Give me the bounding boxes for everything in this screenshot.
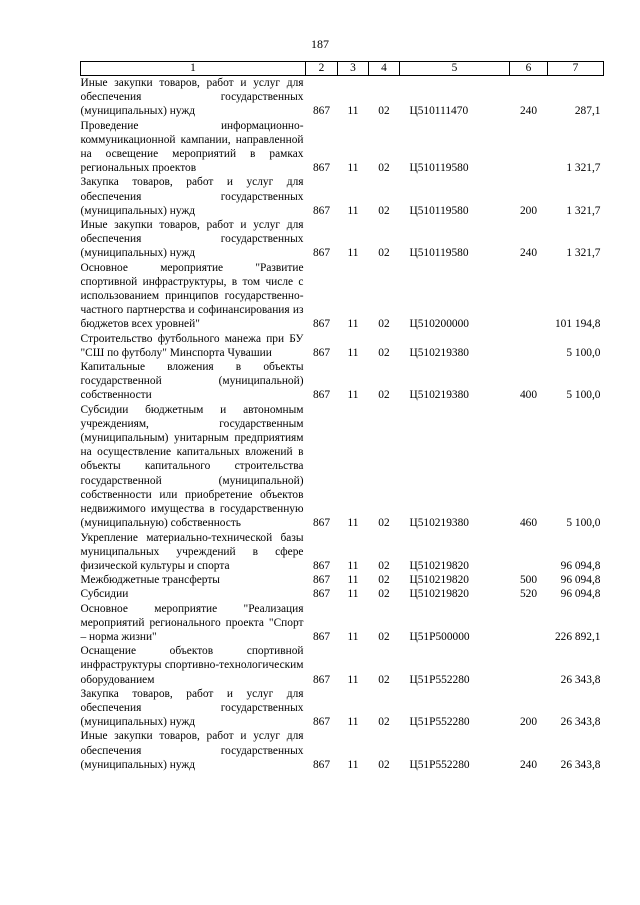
table-row (81, 119, 604, 176)
row-subsection: 02 (378, 673, 390, 686)
row-name: Капитальные вложения в объекты государственной (муниципальной) собственности (80, 361, 304, 402)
row-subsection: 02 (378, 758, 390, 771)
table-row (81, 403, 604, 531)
row-section: 11 (347, 105, 359, 118)
row-subsection: 02 (378, 318, 390, 331)
row-type (510, 531, 548, 574)
table-row (81, 587, 604, 601)
row-type (510, 644, 548, 687)
row-subsection: 02 (378, 716, 390, 729)
row-target: Ц510219380 (409, 346, 469, 359)
table-row (81, 573, 604, 587)
row-type (510, 332, 548, 360)
row-target: Ц510200000 (409, 318, 469, 331)
row-target: Ц510219380 (409, 389, 469, 402)
budget-table (80, 61, 604, 772)
row-type (510, 119, 548, 176)
row-ministry: 867 (312, 588, 331, 601)
row-target: Ц510219820 (409, 559, 469, 572)
column-header-target: 5 (400, 62, 510, 76)
row-name: Строительство футбольного манежа при БУ "СШ по футболу" Минспорта Чувашии (80, 332, 304, 359)
table-row (81, 261, 604, 332)
row-name: Оснащение объектов спортивной инфраструктуры спортивно-технологическим оборудованием (80, 645, 304, 686)
row-type: 240 (519, 247, 538, 260)
row-name: Проведение информационно-коммуникационной кампании, направленной на освещение мероприятий в рамках региональных проектов (80, 119, 304, 175)
row-target: Ц510219380 (409, 517, 469, 530)
row-ministry: 867 (312, 716, 331, 729)
row-type: 500 (519, 574, 538, 587)
row-ministry: 867 (312, 247, 331, 260)
row-sum: 1 321,7 (566, 162, 601, 175)
row-name: Иные закупки товаров, работ и услуг для обеспечения государственных (муниципальных) нужд (80, 219, 304, 260)
row-subsection: 02 (378, 346, 390, 359)
row-target: Ц51Р552280 (409, 716, 470, 729)
row-sum: 1 321,7 (566, 247, 601, 260)
row-target: Ц51Р500000 (409, 630, 470, 643)
row-type: 200 (519, 204, 538, 217)
row-section: 11 (347, 247, 359, 260)
row-section: 11 (347, 588, 359, 601)
row-name: Субсидии бюджетным и автономным учреждениям, государственным (муниципальным) унитарным предприятиям на осуществление капитальных вложений в объекты капитального строительства государственной (муниципальной) собственности или приобретение объектов недвижимого имущества в государственную (муниципальную) собственность (80, 403, 304, 530)
row-name: Межбюджетные трансферты (80, 574, 220, 587)
row-section: 11 (347, 346, 359, 359)
row-target: Ц51Р552280 (409, 673, 470, 686)
row-type (510, 261, 548, 332)
row-ministry: 867 (312, 389, 331, 402)
row-sum: 26 343,8 (560, 758, 601, 771)
row-section: 11 (347, 673, 359, 686)
row-target: Ц510119580 (409, 247, 469, 260)
column-header-section: 3 (338, 62, 369, 76)
row-ministry: 867 (312, 559, 331, 572)
row-sum: 5 100,0 (566, 346, 601, 359)
table-row (81, 175, 604, 218)
header-row (81, 62, 604, 76)
row-section: 11 (347, 559, 359, 572)
row-type: 460 (519, 517, 538, 530)
row-subsection: 02 (378, 517, 390, 530)
row-type: 240 (519, 105, 538, 118)
row-name: Субсидии (80, 588, 129, 601)
row-type: 520 (519, 588, 538, 601)
row-type: 200 (519, 716, 538, 729)
column-header-type: 6 (510, 62, 548, 76)
row-target: Ц510219820 (409, 574, 469, 587)
row-ministry: 867 (312, 517, 331, 530)
row-section: 11 (347, 162, 359, 175)
row-sum: 96 094,8 (560, 574, 601, 587)
row-ministry: 867 (312, 162, 331, 175)
row-ministry: 867 (312, 204, 331, 217)
row-sum: 96 094,8 (560, 559, 601, 572)
row-target: Ц510119580 (409, 204, 469, 217)
row-ministry: 867 (312, 758, 331, 771)
row-subsection: 02 (378, 559, 390, 572)
row-sum: 1 321,7 (566, 204, 601, 217)
row-subsection: 02 (378, 162, 390, 175)
column-header-subsection: 4 (369, 62, 400, 76)
table-row (81, 729, 604, 772)
row-name: Закупка товаров, работ и услуг для обеспечения государственных (муниципальных) нужд (80, 176, 304, 217)
row-ministry: 867 (312, 630, 331, 643)
row-target: Ц510119580 (409, 162, 469, 175)
row-name: Иные закупки товаров, работ и услуг для обеспечения государственных (муниципальных) нужд (80, 77, 304, 118)
row-name: Иные закупки товаров, работ и услуг для обеспечения государственных (муниципальных) нужд (80, 730, 304, 771)
table-row (81, 602, 604, 645)
table-row (81, 218, 604, 261)
row-section: 11 (347, 574, 359, 587)
row-ministry: 867 (312, 318, 331, 331)
row-sum: 226 892,1 (554, 630, 601, 643)
row-section: 11 (347, 517, 359, 530)
row-sum: 96 094,8 (560, 588, 601, 601)
row-ministry: 867 (312, 574, 331, 587)
row-name: Закупка товаров, работ и услуг для обеспечения государственных (муниципальных) нужд (80, 687, 304, 729)
table-row (81, 644, 604, 687)
row-subsection: 02 (378, 389, 390, 402)
table-row (81, 332, 604, 360)
row-target: Ц510219820 (409, 588, 469, 601)
table-header (81, 62, 604, 76)
row-subsection: 02 (378, 247, 390, 260)
column-header-name: 1 (81, 62, 306, 76)
row-type (510, 602, 548, 645)
row-sum: 287,1 (574, 105, 601, 118)
row-ministry: 867 (312, 673, 331, 686)
row-section: 11 (347, 318, 359, 331)
table-row (81, 531, 604, 574)
row-subsection: 02 (378, 630, 390, 643)
row-target: Ц51Р552280 (409, 758, 470, 771)
row-type: 400 (519, 389, 538, 402)
table-row (81, 360, 604, 403)
row-ministry: 867 (312, 105, 331, 118)
row-ministry: 867 (312, 346, 331, 359)
row-subsection: 02 (378, 105, 390, 118)
row-section: 11 (347, 758, 359, 771)
row-sum: 26 343,8 (560, 673, 601, 686)
row-sum: 26 343,8 (560, 716, 601, 729)
row-section: 11 (347, 716, 359, 729)
row-section: 11 (347, 204, 359, 217)
table-row (81, 76, 604, 119)
row-subsection: 02 (378, 588, 390, 601)
row-section: 11 (347, 630, 359, 643)
row-subsection: 02 (378, 574, 390, 587)
row-subsection: 02 (378, 204, 390, 217)
column-header-ministry: 2 (306, 62, 338, 76)
row-target: Ц510111470 (409, 105, 469, 118)
row-name: Основное мероприятие "Развитие спортивной инфраструктуры, в том числе с использованием принципов государственно-частного партнерства и софинансирования из бюджетов всех уровней" (80, 261, 304, 331)
column-header-sum: 7 (548, 62, 604, 76)
row-name: Основное мероприятие "Реализация мероприятий регионального проекта "Спорт – норма жизни" (80, 602, 304, 643)
row-name: Укрепление материально-технической базы муниципальных учреждений в сфере физической культуры и спорта (80, 531, 304, 572)
table-body (81, 76, 604, 772)
row-sum: 5 100,0 (566, 389, 601, 402)
page-number: 187 (311, 37, 329, 51)
row-sum: 5 100,0 (566, 517, 601, 530)
table-row (81, 687, 604, 730)
row-sum: 101 194,8 (554, 318, 601, 331)
row-type: 240 (519, 758, 538, 771)
row-section: 11 (347, 389, 359, 402)
